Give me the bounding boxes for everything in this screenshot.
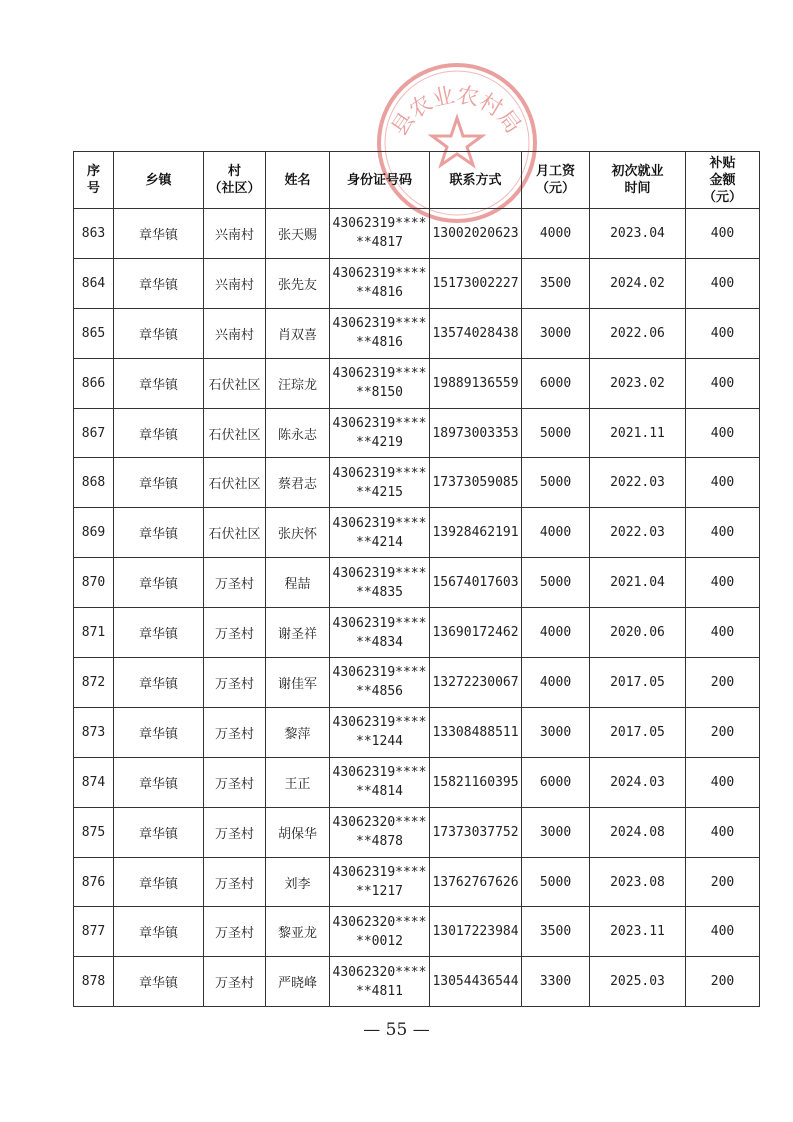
cell-subsidy: 400 [686,258,760,308]
cell-seq: 878 [74,957,114,1007]
cell-village: 万圣村 [204,658,266,708]
cell-first-job-date: 2024.03 [590,757,686,807]
cell-id-number [330,757,430,807]
table-header-row [74,152,760,209]
cell-town: 章华镇 [114,707,204,757]
cell-id-number [330,658,430,708]
cell-town: 章华镇 [114,408,204,458]
id-line-1: 43062319**** [332,515,427,531]
svg-text:县农业农村局: 县农业农村局 [387,82,526,141]
header-id: 身份证号码 [330,152,430,209]
cell-name: 蔡君志 [266,458,330,508]
header-first-job: 初次就业 时间 [590,152,686,209]
cell-name: 严晓峰 [266,957,330,1007]
cell-phone: 17373037752 [430,807,522,857]
cell-id-number [330,408,430,458]
id-line-1: 43062320**** [332,914,427,930]
header-subsidy: 补贴 金额 （元） [686,152,760,209]
cell-subsidy: 200 [686,857,760,907]
cell-first-job-date: 2020.06 [590,608,686,658]
page-number: — 55 — [363,1020,430,1040]
cell-town: 章华镇 [114,458,204,508]
cell-seq: 868 [74,458,114,508]
id-line-2: **4835 [356,584,403,600]
header-contact: 联系方式 [430,152,522,209]
employment-subsidy-table [73,151,760,1007]
cell-phone: 13762767626 [430,857,522,907]
cell-first-job-date: 2023.11 [590,907,686,957]
table-row [74,308,760,358]
cell-id-number [330,857,430,907]
cell-name: 汪琮龙 [266,358,330,408]
cell-seq: 871 [74,608,114,658]
cell-phone: 13054436544 [430,957,522,1007]
cell-phone: 13272230067 [430,658,522,708]
table-row [74,258,760,308]
cell-name: 谢佳军 [266,658,330,708]
cell-wage: 4000 [522,658,590,708]
cell-subsidy: 400 [686,608,760,658]
table-row [74,558,760,608]
cell-name: 刘李 [266,857,330,907]
cell-wage: 4000 [522,508,590,558]
cell-village: 万圣村 [204,757,266,807]
cell-phone: 17373059085 [430,458,522,508]
cell-seq: 877 [74,907,114,957]
cell-phone: 13002020623 [430,209,522,259]
cell-subsidy: 400 [686,458,760,508]
cell-id-number [330,807,430,857]
id-line-1: 43062319**** [332,665,427,681]
header-wage: 月工资 （元） [522,152,590,209]
cell-first-job-date: 2023.04 [590,209,686,259]
cell-wage: 5000 [522,458,590,508]
table-row [74,358,760,408]
cell-town: 章华镇 [114,308,204,358]
cell-wage: 4000 [522,608,590,658]
cell-first-job-date: 2023.08 [590,857,686,907]
cell-id-number [330,308,430,358]
cell-subsidy: 400 [686,508,760,558]
cell-subsidy: 200 [686,658,760,708]
id-line-2: **4214 [356,534,403,550]
cell-id-number [330,358,430,408]
cell-first-job-date: 2022.06 [590,308,686,358]
cell-first-job-date: 2017.05 [590,707,686,757]
cell-village: 兴南村 [204,258,266,308]
id-line-1: 43062320**** [332,964,427,980]
cell-name: 陈永志 [266,408,330,458]
table-row [74,458,760,508]
cell-name: 黎萍 [266,707,330,757]
id-line-2: **4817 [356,235,403,251]
cell-first-job-date: 2023.02 [590,358,686,408]
cell-village: 兴南村 [204,308,266,358]
table-row [74,707,760,757]
cell-id-number [330,608,430,658]
cell-village: 石伏社区 [204,458,266,508]
cell-subsidy: 400 [686,308,760,358]
cell-name: 胡保华 [266,807,330,857]
cell-village: 万圣村 [204,957,266,1007]
cell-first-job-date: 2025.03 [590,957,686,1007]
cell-seq: 872 [74,658,114,708]
table-row [74,508,760,558]
cell-seq: 865 [74,308,114,358]
cell-phone: 13017223984 [430,907,522,957]
cell-town: 章华镇 [114,857,204,907]
cell-seq: 875 [74,807,114,857]
table-row [74,957,760,1007]
cell-town: 章华镇 [114,258,204,308]
id-line-1: 43062319**** [332,865,427,881]
cell-subsidy: 400 [686,358,760,408]
id-line-1: 43062319**** [332,615,427,631]
cell-town: 章华镇 [114,558,204,608]
cell-id-number [330,907,430,957]
cell-wage: 6000 [522,757,590,807]
cell-village: 万圣村 [204,608,266,658]
cell-phone: 15821160395 [430,757,522,807]
cell-subsidy: 400 [686,907,760,957]
table-row [74,807,760,857]
cell-seq: 870 [74,558,114,608]
id-line-2: **4856 [356,684,403,700]
cell-village: 万圣村 [204,857,266,907]
id-line-1: 43062319**** [332,565,427,581]
cell-subsidy: 400 [686,408,760,458]
cell-village: 兴南村 [204,209,266,259]
id-line-1: 43062319**** [332,715,427,731]
cell-first-job-date: 2022.03 [590,508,686,558]
id-line-2: **4811 [356,983,403,999]
cell-seq: 867 [74,408,114,458]
cell-town: 章华镇 [114,358,204,408]
cell-first-job-date: 2017.05 [590,658,686,708]
id-line-2: **1244 [356,734,403,750]
cell-first-job-date: 2021.04 [590,558,686,608]
table-row [74,209,760,259]
table-row [74,857,760,907]
cell-town: 章华镇 [114,209,204,259]
cell-seq: 863 [74,209,114,259]
id-line-2: **4878 [356,834,403,850]
cell-village: 万圣村 [204,807,266,857]
cell-id-number [330,209,430,259]
cell-town: 章华镇 [114,757,204,807]
table-row [74,907,760,957]
cell-seq: 873 [74,707,114,757]
header-seq: 序 号 [74,152,114,209]
cell-id-number [330,707,430,757]
cell-subsidy: 400 [686,209,760,259]
cell-name: 王正 [266,757,330,807]
cell-wage: 4000 [522,209,590,259]
cell-wage: 3500 [522,907,590,957]
id-line-1: 43062319**** [332,366,427,382]
cell-wage: 3000 [522,308,590,358]
cell-phone: 13690172462 [430,608,522,658]
cell-seq: 864 [74,258,114,308]
id-line-1: 43062319**** [332,316,427,332]
cell-name: 程喆 [266,558,330,608]
cell-town: 章华镇 [114,508,204,558]
cell-first-job-date: 2021.11 [590,408,686,458]
cell-town: 章华镇 [114,658,204,708]
cell-first-job-date: 2024.02 [590,258,686,308]
cell-phone: 13308488511 [430,707,522,757]
cell-village: 石伏社区 [204,408,266,458]
cell-wage: 3000 [522,707,590,757]
cell-id-number [330,258,430,308]
cell-phone: 18973003353 [430,408,522,458]
cell-phone: 13574028438 [430,308,522,358]
cell-subsidy: 400 [686,807,760,857]
cell-seq: 874 [74,757,114,807]
cell-phone: 15173002227 [430,258,522,308]
id-line-2: **4834 [356,634,403,650]
cell-wage: 3500 [522,258,590,308]
id-line-2: **4215 [356,484,403,500]
cell-name: 黎亚龙 [266,907,330,957]
cell-wage: 6000 [522,358,590,408]
id-line-2: **4219 [356,435,403,450]
cell-village: 万圣村 [204,707,266,757]
cell-id-number [330,558,430,608]
cell-wage: 3000 [522,807,590,857]
id-line-1: 43062319**** [332,465,427,481]
cell-id-number [330,508,430,558]
cell-village: 石伏社区 [204,358,266,408]
cell-town: 章华镇 [114,807,204,857]
cell-seq: 876 [74,857,114,907]
id-line-2: **4816 [356,285,403,301]
cell-wage: 5000 [522,558,590,608]
id-line-2: **8150 [356,385,403,401]
table-row [74,608,760,658]
table-row [74,757,760,807]
cell-village: 石伏社区 [204,508,266,558]
cell-subsidy: 200 [686,957,760,1007]
cell-subsidy: 200 [686,707,760,757]
header-name: 姓名 [266,152,330,209]
cell-id-number [330,458,430,508]
cell-wage: 3300 [522,957,590,1007]
cell-id-number [330,957,430,1007]
cell-phone: 13928462191 [430,508,522,558]
cell-wage: 5000 [522,857,590,907]
cell-name: 张天赐 [266,209,330,259]
cell-town: 章华镇 [114,957,204,1007]
id-line-1: 43062319**** [332,765,427,781]
header-village: 村 （社区） [204,152,266,209]
id-line-1: 43062320**** [332,815,427,831]
cell-first-job-date: 2022.03 [590,458,686,508]
header-town: 乡镇 [114,152,204,209]
cell-town: 章华镇 [114,608,204,658]
cell-phone: 19889136559 [430,358,522,408]
cell-seq: 866 [74,358,114,408]
cell-name: 谢圣祥 [266,608,330,658]
id-line-2: **0012 [356,933,403,949]
cell-subsidy: 400 [686,757,760,807]
id-line-1: 43062319**** [332,216,427,232]
id-line-1: 43062319**** [332,416,427,431]
cell-village: 万圣村 [204,558,266,608]
table-row [74,658,760,708]
cell-phone: 15674017603 [430,558,522,608]
cell-name: 张先友 [266,258,330,308]
cell-village: 万圣村 [204,907,266,957]
id-line-1: 43062319**** [332,266,427,282]
id-line-2: **1217 [356,884,403,900]
cell-first-job-date: 2024.08 [590,807,686,857]
cell-name: 肖双喜 [266,308,330,358]
cell-town: 章华镇 [114,907,204,957]
cell-subsidy: 400 [686,558,760,608]
cell-seq: 869 [74,508,114,558]
cell-name: 张庆怀 [266,508,330,558]
id-line-2: **4814 [356,784,403,800]
id-line-2: **4816 [356,335,403,351]
table-row [74,408,760,458]
cell-wage: 5000 [522,408,590,458]
